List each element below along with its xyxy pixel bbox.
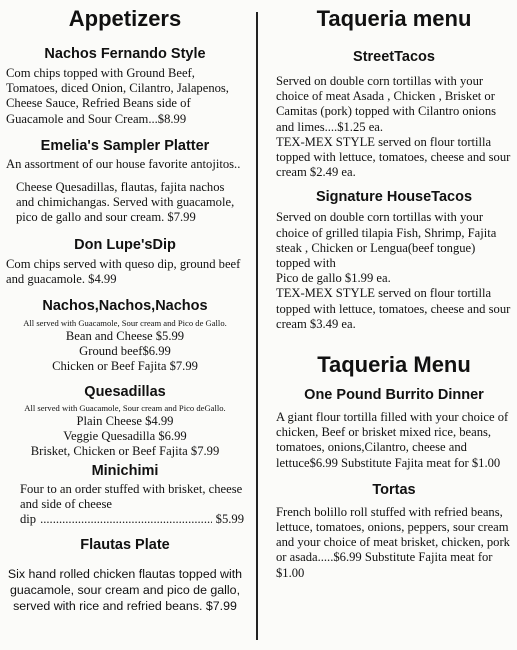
street-tacos-description-2: TEX-MEX STYLE served on flour tortilla topped with lettuce, tomatoes, cheese and sour cream $2.49 ea. (276, 134, 511, 180)
street-tacos-heading: StreetTacos (353, 49, 435, 65)
nachos-note: All served with Guacamole, Sour cream and Pico de Gallo. (23, 318, 227, 329)
don-lupes-heading: Don Lupe'sDip (74, 236, 176, 253)
column-divider (256, 12, 258, 640)
tortas-description: French bolillo roll stuffed with refried beans, lettuce, tomatoes, onions, peppers, sour cream and your choice of meat brisket, chicken, pork or asada.....$6.99 Substitute Fajita meat for $1.00 (276, 504, 510, 580)
dot-leader (40, 512, 212, 527)
appetizers-title: Appetizers (68, 6, 182, 31)
nachos-heading: Nachos,Nachos,Nachos (42, 298, 208, 315)
signature-tacos-description-line: Pico de gallo $1.99 ea. (276, 271, 391, 286)
burrito-heading: One Pound Burrito Dinner (304, 387, 484, 404)
flautas-heading: Flautas Plate (80, 537, 170, 554)
nachos-item: Chicken or Beef Fajita $7.99 (52, 359, 198, 374)
emelias-heading: Emelia's Sampler Platter (40, 137, 210, 154)
quesadillas-item: Plain Cheese $4.99 (76, 414, 174, 429)
emelias-description-1: An assortment of our house favorite antojitos.. (6, 156, 241, 171)
tortas-heading: Tortas (372, 481, 416, 498)
quesadillas-item: Brisket, Chicken or Beef Fajita $7.99 (30, 444, 220, 459)
don-lupes-description: Com chips served with queso dip, ground beef and guacamole. $4.99 (6, 256, 241, 286)
nachos-item: Ground beef$6.99 (79, 344, 171, 359)
quesadillas-heading: Quesadillas (84, 384, 166, 401)
minichimi-heading: Minichimi (91, 463, 159, 480)
signature-tacos-description-1: Served on double corn tortillas with your choice of grilled tilapia Fish, Shrimp, Fajita steak , Chicken or Lengua(beef tongue) topped with (276, 210, 497, 271)
taqueria-menu-title: Taqueria Menu (317, 352, 471, 378)
burrito-description: A giant flour tortilla filled with your choice of chicken, Beef or brisket mixed rice, beans, tomatoes, onions,Cilantro, cheese and lettuce$6.99 Substitute Fajita meat for $1.00 (276, 410, 509, 470)
quesadillas-item: Veggie Quesadilla $6.99 (63, 429, 187, 444)
taqueria-title: Taqueria menu (316, 6, 472, 31)
quesadillas-note: All served with Guacamole, Sour cream and Pico deGallo. (24, 403, 226, 414)
emelias-description-2: Cheese Quesadillas, flautas, fajita nachos and chimichangas. Served with guacamole, pico de gallo and sour cream. $7.99 (16, 180, 235, 225)
nachos-item: Bean and Cheese $5.99 (65, 329, 185, 344)
nachos-fernando-description: Com chips topped with Ground Beef, Tomatoes, diced Onion, Cilantro, Jalapenos, Cheese Sauce, Refried Beans side of Guacamole and Sour Cream...$8.99 (6, 66, 229, 126)
minichimi-dip-label: dip (20, 512, 37, 527)
minichimi-price-row (6, 512, 244, 527)
signature-tacos-description-2: TEX-MEX STYLE served on flour tortilla topped with lettuce, tomatoes, cheese and sour cream $3.49 ea. (276, 286, 511, 331)
flautas-description: Six hand rolled chicken flautas topped with guacamole, sour cream and pico de gallo, served with rice and refried beans. $7.99 (7, 567, 243, 614)
appetizers-column (6, 0, 244, 614)
signature-tacos-heading: Signature HouseTacos (315, 189, 473, 206)
street-tacos-description-1: Served on double corn tortillas with your choice of meat Asada , Chicken , Brisket or Camitas (pork) topped with Cilantro onions and limes....$1.25 ea. (276, 74, 497, 134)
taqueria-column (276, 0, 512, 581)
minichimi-price: $5.99 (215, 512, 244, 527)
nachos-fernando-heading: Nachos Fernando Style (44, 46, 206, 62)
minichimi-description: Four to an order stuffed with brisket, cheese and side of cheese (20, 482, 243, 512)
